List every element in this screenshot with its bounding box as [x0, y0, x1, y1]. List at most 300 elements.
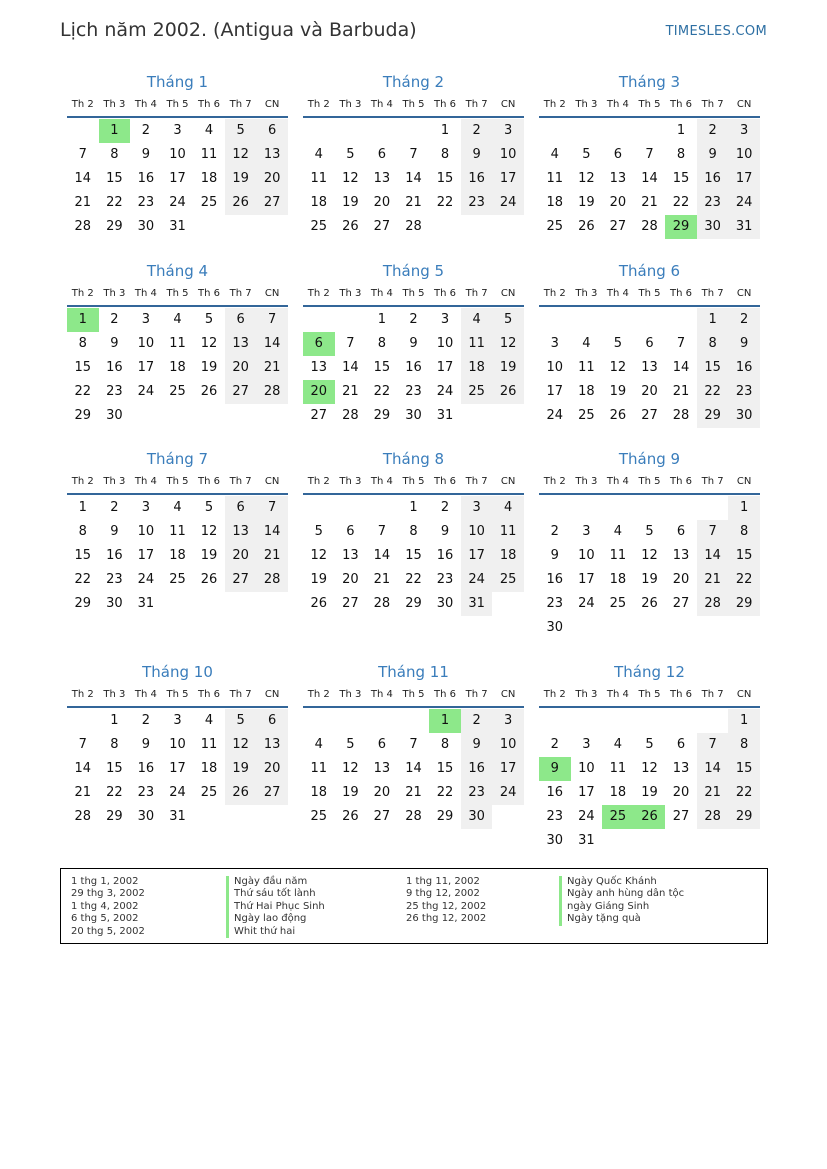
day-cell[interactable]: 28	[373, 596, 391, 611]
day-cell[interactable]: 3	[550, 336, 559, 351]
day-cell[interactable]: 5	[204, 312, 214, 327]
holiday-day-cell[interactable]: 1	[99, 119, 131, 143]
day-cell[interactable]: 23	[461, 191, 493, 215]
day-cell[interactable]: 8	[697, 332, 729, 356]
day-cell[interactable]: 4	[550, 147, 559, 162]
day-cell[interactable]: 10	[546, 360, 564, 375]
day-cell[interactable]: 3	[141, 312, 151, 327]
day-cell[interactable]: 21	[405, 785, 422, 800]
day-cell[interactable]: 18	[546, 195, 564, 210]
day-cell[interactable]: 30	[461, 805, 493, 829]
day-cell[interactable]: 26	[492, 380, 524, 404]
day-cell[interactable]: 17	[578, 785, 595, 800]
day-cell[interactable]: 16	[461, 757, 493, 781]
day-cell[interactable]: 7	[409, 147, 418, 162]
day-cell[interactable]: 15	[405, 548, 422, 563]
day-cell[interactable]: 30	[405, 408, 422, 423]
day-cell[interactable]: 7	[676, 336, 686, 351]
day-cell[interactable]: 3	[173, 123, 182, 138]
day-cell[interactable]: 21	[342, 384, 359, 399]
day-cell[interactable]: 16	[546, 572, 564, 587]
day-cell[interactable]: 11	[609, 761, 627, 776]
day-cell[interactable]: 1	[78, 500, 87, 515]
day-cell[interactable]: 3	[461, 496, 493, 520]
day-cell[interactable]: 14	[672, 360, 690, 375]
day-cell[interactable]: 9	[550, 548, 559, 563]
day-cell[interactable]: 24	[492, 191, 524, 215]
day-cell[interactable]: 19	[342, 785, 359, 800]
day-cell[interactable]: 24	[578, 596, 595, 611]
day-cell[interactable]: 30	[546, 833, 564, 848]
day-cell[interactable]: 8	[110, 147, 119, 162]
day-cell[interactable]: 22	[373, 384, 391, 399]
day-cell[interactable]: 17	[546, 384, 564, 399]
day-cell[interactable]: 13	[672, 548, 690, 563]
day-cell[interactable]: 4	[492, 496, 524, 520]
day-cell[interactable]: 27	[672, 596, 690, 611]
day-cell[interactable]: 4	[582, 336, 591, 351]
day-cell[interactable]: 16	[697, 167, 729, 191]
day-cell[interactable]: 20	[342, 572, 359, 587]
day-cell[interactable]: 11	[169, 336, 186, 351]
day-cell[interactable]: 18	[310, 195, 328, 210]
day-cell[interactable]: 9	[141, 147, 151, 162]
day-cell[interactable]: 27	[225, 380, 257, 404]
day-cell[interactable]: 27	[256, 781, 288, 805]
day-cell[interactable]: 6	[645, 336, 654, 351]
day-cell[interactable]: 14	[405, 761, 422, 776]
day-cell[interactable]: 13	[310, 360, 328, 375]
day-cell[interactable]: 6	[256, 119, 288, 143]
day-cell[interactable]: 17	[137, 548, 155, 563]
day-cell[interactable]: 26	[641, 596, 658, 611]
day-cell[interactable]: 9	[728, 332, 760, 356]
day-cell[interactable]: 15	[697, 356, 729, 380]
day-cell[interactable]: 14	[74, 171, 92, 186]
day-cell[interactable]: 18	[578, 384, 595, 399]
day-cell[interactable]: 30	[106, 596, 123, 611]
day-cell[interactable]: 3	[173, 713, 182, 728]
day-cell[interactable]: 3	[141, 500, 151, 515]
day-cell[interactable]: 18	[169, 360, 186, 375]
day-cell[interactable]: 15	[728, 757, 760, 781]
day-cell[interactable]: 31	[436, 408, 454, 423]
day-cell[interactable]: 20	[225, 544, 257, 568]
day-cell[interactable]: 17	[169, 171, 186, 186]
day-cell[interactable]: 14	[342, 360, 359, 375]
day-cell[interactable]: 14	[373, 548, 391, 563]
day-cell[interactable]: 2	[550, 737, 559, 752]
day-cell[interactable]: 29	[436, 809, 454, 824]
day-cell[interactable]: 2	[697, 119, 729, 143]
day-cell[interactable]: 5	[225, 709, 257, 733]
day-cell[interactable]: 17	[137, 360, 155, 375]
holiday-day-cell[interactable]: 6	[303, 332, 335, 356]
day-cell[interactable]: 19	[641, 572, 658, 587]
day-cell[interactable]: 1	[409, 500, 418, 515]
day-cell[interactable]: 3	[440, 312, 450, 327]
day-cell[interactable]: 8	[409, 524, 418, 539]
day-cell[interactable]: 28	[405, 219, 422, 234]
day-cell[interactable]: 10	[169, 737, 186, 752]
day-cell[interactable]: 25	[546, 219, 564, 234]
day-cell[interactable]: 8	[728, 520, 760, 544]
day-cell[interactable]: 15	[436, 171, 454, 186]
day-cell[interactable]: 9	[440, 524, 450, 539]
day-cell[interactable]: 8	[440, 737, 450, 752]
day-cell[interactable]: 14	[74, 761, 92, 776]
day-cell[interactable]: 28	[74, 219, 92, 234]
day-cell[interactable]: 13	[342, 548, 359, 563]
day-cell[interactable]: 1	[377, 312, 387, 327]
day-cell[interactable]: 28	[672, 408, 690, 423]
day-cell[interactable]: 7	[697, 733, 729, 757]
day-cell[interactable]: 26	[225, 781, 257, 805]
day-cell[interactable]: 2	[728, 308, 760, 332]
day-cell[interactable]: 14	[405, 171, 422, 186]
day-cell[interactable]: 26	[200, 572, 218, 587]
day-cell[interactable]: 6	[256, 709, 288, 733]
day-cell[interactable]: 2	[141, 123, 151, 138]
day-cell[interactable]: 22	[728, 781, 760, 805]
day-cell[interactable]: 4	[314, 147, 323, 162]
day-cell[interactable]: 16	[137, 761, 155, 776]
day-cell[interactable]: 25	[200, 785, 218, 800]
day-cell[interactable]: 5	[314, 524, 323, 539]
day-cell[interactable]: 23	[106, 572, 123, 587]
day-cell[interactable]: 14	[697, 544, 729, 568]
holiday-day-cell[interactable]: 1	[429, 709, 461, 733]
day-cell[interactable]: 19	[492, 356, 524, 380]
day-cell[interactable]: 25	[578, 408, 595, 423]
day-cell[interactable]: 1	[110, 713, 119, 728]
day-cell[interactable]: 4	[613, 737, 623, 752]
day-cell[interactable]: 9	[461, 143, 493, 167]
day-cell[interactable]: 16	[405, 360, 422, 375]
day-cell[interactable]: 14	[641, 171, 658, 186]
day-cell[interactable]: 28	[641, 219, 658, 234]
day-cell[interactable]: 18	[492, 544, 524, 568]
day-cell[interactable]: 1	[697, 308, 729, 332]
day-cell[interactable]: 6	[676, 524, 686, 539]
day-cell[interactable]: 22	[436, 785, 454, 800]
day-cell[interactable]: 8	[676, 147, 686, 162]
day-cell[interactable]: 16	[106, 548, 123, 563]
day-cell[interactable]: 6	[346, 524, 355, 539]
day-cell[interactable]: 24	[436, 384, 454, 399]
brand-logo-text[interactable]: TIMESLES.COM	[665, 24, 767, 39]
day-cell[interactable]: 7	[645, 147, 654, 162]
day-cell[interactable]: 8	[78, 524, 87, 539]
day-cell[interactable]: 9	[461, 733, 493, 757]
day-cell[interactable]: 16	[137, 171, 155, 186]
day-cell[interactable]: 19	[200, 360, 218, 375]
day-cell[interactable]: 5	[613, 336, 623, 351]
day-cell[interactable]: 24	[728, 191, 760, 215]
day-cell[interactable]: 2	[461, 709, 493, 733]
day-cell[interactable]: 20	[256, 167, 288, 191]
day-cell[interactable]: 7	[346, 336, 355, 351]
day-cell[interactable]: 11	[200, 147, 218, 162]
day-cell[interactable]: 3	[582, 524, 591, 539]
day-cell[interactable]: 26	[225, 191, 257, 215]
day-cell[interactable]: 22	[697, 380, 729, 404]
day-cell[interactable]: 23	[436, 572, 454, 587]
day-cell[interactable]: 30	[546, 620, 564, 635]
day-cell[interactable]: 18	[200, 171, 218, 186]
day-cell[interactable]: 11	[310, 171, 328, 186]
day-cell[interactable]: 24	[461, 568, 493, 592]
day-cell[interactable]: 24	[169, 195, 186, 210]
day-cell[interactable]: 27	[672, 809, 690, 824]
day-cell[interactable]: 13	[256, 733, 288, 757]
day-cell[interactable]: 6	[676, 737, 686, 752]
day-cell[interactable]: 18	[461, 356, 493, 380]
day-cell[interactable]: 2	[141, 713, 151, 728]
day-cell[interactable]: 9	[141, 737, 151, 752]
day-cell[interactable]: 17	[492, 757, 524, 781]
day-cell[interactable]: 23	[137, 195, 155, 210]
day-cell[interactable]: 26	[200, 384, 218, 399]
day-cell[interactable]: 31	[169, 219, 186, 234]
day-cell[interactable]: 14	[256, 332, 288, 356]
holiday-day-cell[interactable]: 1	[67, 308, 99, 332]
day-cell[interactable]: 10	[728, 143, 760, 167]
day-cell[interactable]: 22	[405, 572, 422, 587]
day-cell[interactable]: 12	[641, 548, 658, 563]
day-cell[interactable]: 6	[377, 737, 387, 752]
day-cell[interactable]: 5	[225, 119, 257, 143]
day-cell[interactable]: 18	[609, 785, 627, 800]
day-cell[interactable]: 29	[74, 408, 92, 423]
day-cell[interactable]: 22	[728, 568, 760, 592]
day-cell[interactable]: 24	[137, 572, 155, 587]
day-cell[interactable]: 4	[173, 312, 182, 327]
day-cell[interactable]: 8	[377, 336, 387, 351]
day-cell[interactable]: 28	[405, 809, 422, 824]
day-cell[interactable]: 24	[169, 785, 186, 800]
day-cell[interactable]: 25	[609, 596, 627, 611]
day-cell[interactable]: 5	[582, 147, 591, 162]
day-cell[interactable]: 3	[492, 709, 524, 733]
day-cell[interactable]: 4	[173, 500, 182, 515]
holiday-day-cell[interactable]: 20	[303, 380, 335, 404]
day-cell[interactable]: 23	[461, 781, 493, 805]
day-cell[interactable]: 16	[461, 167, 493, 191]
day-cell[interactable]: 12	[200, 336, 218, 351]
day-cell[interactable]: 10	[169, 147, 186, 162]
day-cell[interactable]: 12	[609, 360, 627, 375]
day-cell[interactable]: 15	[74, 548, 92, 563]
day-cell[interactable]: 19	[225, 167, 257, 191]
day-cell[interactable]: 13	[225, 520, 257, 544]
holiday-day-cell[interactable]: 29	[665, 215, 697, 239]
day-cell[interactable]: 21	[256, 544, 288, 568]
day-cell[interactable]: 31	[728, 215, 760, 239]
day-cell[interactable]: 17	[492, 167, 524, 191]
day-cell[interactable]: 9	[110, 524, 119, 539]
day-cell[interactable]: 21	[74, 785, 92, 800]
day-cell[interactable]: 4	[461, 308, 493, 332]
day-cell[interactable]: 26	[310, 596, 328, 611]
day-cell[interactable]: 23	[728, 380, 760, 404]
day-cell[interactable]: 2	[110, 500, 119, 515]
day-cell[interactable]: 27	[310, 408, 328, 423]
day-cell[interactable]: 7	[256, 496, 288, 520]
day-cell[interactable]: 7	[78, 147, 87, 162]
day-cell[interactable]: 27	[256, 191, 288, 215]
day-cell[interactable]: 30	[137, 809, 155, 824]
day-cell[interactable]: 11	[200, 737, 218, 752]
holiday-day-cell[interactable]: 26	[634, 805, 666, 829]
day-cell[interactable]: 15	[373, 360, 391, 375]
day-cell[interactable]: 20	[225, 356, 257, 380]
day-cell[interactable]: 29	[106, 809, 123, 824]
day-cell[interactable]: 13	[225, 332, 257, 356]
day-cell[interactable]: 10	[578, 761, 595, 776]
day-cell[interactable]: 27	[373, 809, 391, 824]
day-cell[interactable]: 16	[728, 356, 760, 380]
day-cell[interactable]: 31	[169, 809, 186, 824]
day-cell[interactable]: 27	[609, 219, 627, 234]
day-cell[interactable]: 10	[461, 520, 493, 544]
day-cell[interactable]: 12	[578, 171, 595, 186]
day-cell[interactable]: 13	[256, 143, 288, 167]
day-cell[interactable]: 21	[74, 195, 92, 210]
day-cell[interactable]: 12	[225, 733, 257, 757]
day-cell[interactable]: 13	[641, 360, 658, 375]
day-cell[interactable]: 11	[578, 360, 595, 375]
day-cell[interactable]: 25	[200, 195, 218, 210]
day-cell[interactable]: 20	[373, 195, 391, 210]
day-cell[interactable]: 19	[641, 785, 658, 800]
day-cell[interactable]: 27	[225, 568, 257, 592]
day-cell[interactable]: 7	[377, 524, 387, 539]
day-cell[interactable]: 28	[697, 592, 729, 616]
day-cell[interactable]: 7	[256, 308, 288, 332]
day-cell[interactable]: 11	[169, 524, 186, 539]
day-cell[interactable]: 2	[440, 500, 450, 515]
day-cell[interactable]: 25	[461, 380, 493, 404]
day-cell[interactable]: 6	[377, 147, 387, 162]
day-cell[interactable]: 3	[728, 119, 760, 143]
day-cell[interactable]: 10	[137, 336, 155, 351]
day-cell[interactable]: 2	[461, 119, 493, 143]
day-cell[interactable]: 22	[74, 384, 92, 399]
day-cell[interactable]: 30	[697, 215, 729, 239]
day-cell[interactable]: 20	[609, 195, 627, 210]
day-cell[interactable]: 23	[405, 384, 422, 399]
day-cell[interactable]: 15	[672, 171, 690, 186]
day-cell[interactable]: 16	[436, 548, 454, 563]
day-cell[interactable]: 29	[728, 805, 760, 829]
day-cell[interactable]: 26	[609, 408, 627, 423]
day-cell[interactable]: 10	[492, 143, 524, 167]
day-cell[interactable]: 12	[342, 761, 359, 776]
day-cell[interactable]: 17	[728, 167, 760, 191]
day-cell[interactable]: 11	[609, 548, 627, 563]
day-cell[interactable]: 20	[641, 384, 658, 399]
day-cell[interactable]: 5	[645, 524, 654, 539]
day-cell[interactable]: 28	[697, 805, 729, 829]
day-cell[interactable]: 12	[342, 171, 359, 186]
day-cell[interactable]: 8	[78, 336, 87, 351]
day-cell[interactable]: 21	[405, 195, 422, 210]
day-cell[interactable]: 5	[346, 737, 355, 752]
day-cell[interactable]: 5	[492, 308, 524, 332]
day-cell[interactable]: 19	[310, 572, 328, 587]
day-cell[interactable]: 22	[74, 572, 92, 587]
day-cell[interactable]: 15	[106, 761, 123, 776]
day-cell[interactable]: 2	[409, 312, 418, 327]
day-cell[interactable]: 7	[697, 520, 729, 544]
day-cell[interactable]: 17	[436, 360, 454, 375]
day-cell[interactable]: 3	[582, 737, 591, 752]
day-cell[interactable]: 9	[697, 143, 729, 167]
day-cell[interactable]: 9	[110, 336, 119, 351]
day-cell[interactable]: 24	[492, 781, 524, 805]
day-cell[interactable]: 20	[373, 785, 391, 800]
day-cell[interactable]: 5	[645, 737, 654, 752]
day-cell[interactable]: 2	[110, 312, 119, 327]
day-cell[interactable]: 7	[409, 737, 418, 752]
day-cell[interactable]: 19	[578, 195, 595, 210]
day-cell[interactable]: 28	[256, 568, 288, 592]
day-cell[interactable]: 15	[728, 544, 760, 568]
day-cell[interactable]: 23	[546, 596, 564, 611]
day-cell[interactable]: 4	[204, 123, 214, 138]
day-cell[interactable]: 1	[440, 123, 450, 138]
day-cell[interactable]: 23	[546, 809, 564, 824]
day-cell[interactable]: 1	[728, 709, 760, 733]
day-cell[interactable]: 23	[106, 384, 123, 399]
day-cell[interactable]: 29	[74, 596, 92, 611]
day-cell[interactable]: 12	[225, 143, 257, 167]
day-cell[interactable]: 11	[492, 520, 524, 544]
day-cell[interactable]: 24	[137, 384, 155, 399]
day-cell[interactable]: 21	[256, 356, 288, 380]
day-cell[interactable]: 6	[225, 496, 257, 520]
day-cell[interactable]: 5	[346, 147, 355, 162]
day-cell[interactable]: 16	[106, 360, 123, 375]
day-cell[interactable]: 27	[641, 408, 658, 423]
day-cell[interactable]: 10	[137, 524, 155, 539]
day-cell[interactable]: 31	[461, 592, 493, 616]
day-cell[interactable]: 28	[342, 408, 359, 423]
day-cell[interactable]: 22	[106, 785, 123, 800]
day-cell[interactable]: 18	[310, 785, 328, 800]
day-cell[interactable]: 6	[225, 308, 257, 332]
day-cell[interactable]: 29	[697, 404, 729, 428]
day-cell[interactable]: 4	[314, 737, 323, 752]
day-cell[interactable]: 18	[609, 572, 627, 587]
day-cell[interactable]: 11	[461, 332, 493, 356]
day-cell[interactable]: 15	[436, 761, 454, 776]
day-cell[interactable]: 4	[613, 524, 623, 539]
day-cell[interactable]: 10	[436, 336, 454, 351]
day-cell[interactable]: 18	[200, 761, 218, 776]
day-cell[interactable]: 27	[373, 219, 391, 234]
day-cell[interactable]: 8	[110, 737, 119, 752]
day-cell[interactable]: 12	[200, 524, 218, 539]
day-cell[interactable]: 16	[546, 785, 564, 800]
day-cell[interactable]: 25	[310, 809, 328, 824]
day-cell[interactable]: 28	[74, 809, 92, 824]
day-cell[interactable]: 8	[728, 733, 760, 757]
day-cell[interactable]: 15	[106, 171, 123, 186]
day-cell[interactable]: 21	[672, 384, 690, 399]
day-cell[interactable]: 25	[492, 568, 524, 592]
